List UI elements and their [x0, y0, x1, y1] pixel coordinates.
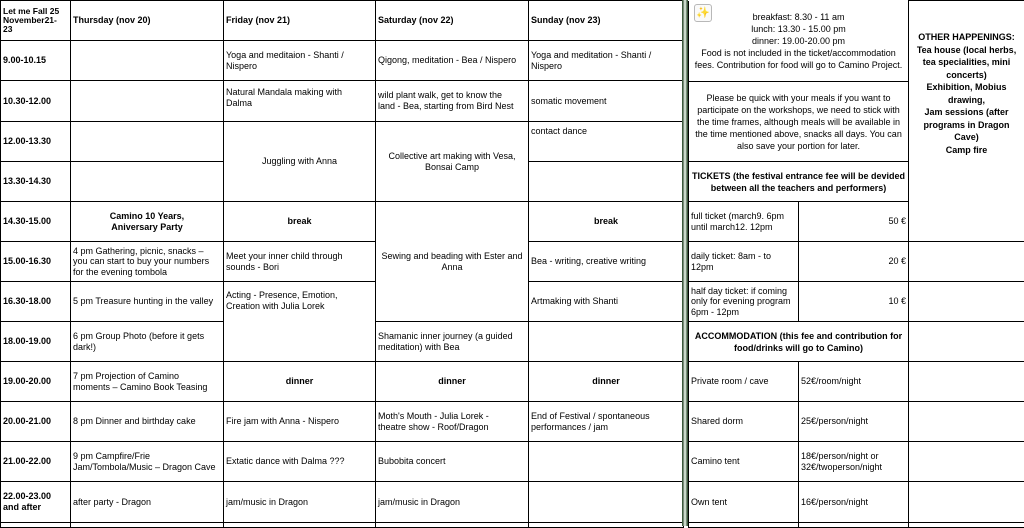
info-table	[688, 0, 1024, 528]
sparkle-icon[interactable]: ✨	[694, 4, 712, 22]
cell-saturday[interactable]: Sewing and beading with Ester and Anna	[376, 202, 529, 322]
meals-info[interactable]: breakfast: 8.30 - 11 am lunch: 13.30 - 15.00 pm dinner: 19.00-20.00 pm Food is not included in the ticket/accommodation fees. Contribution for food will go to Camino Project.	[689, 1, 909, 82]
table-row	[1, 442, 684, 482]
time-cell[interactable]: 10.30-12.00	[1, 81, 71, 122]
cell-sunday[interactable]	[529, 482, 684, 523]
table-row	[1, 81, 684, 122]
ticket-label[interactable]: half day ticket: if coming only for evening program 6pm - 12pm	[689, 282, 799, 322]
cell-saturday[interactable]: Bubobita concert	[376, 442, 529, 482]
cell-friday[interactable]	[224, 523, 376, 528]
table-row	[689, 322, 1024, 362]
cell-saturday[interactable]: Qigong, meditation - Bea / Nispero	[376, 41, 529, 81]
other-happenings[interactable]	[909, 1, 1024, 242]
cell-sunday[interactable]: dinner	[529, 362, 684, 402]
day-header-saturday[interactable]: Saturday (nov 22)	[376, 1, 529, 41]
cell-thursday[interactable]: 7 pm Projection of Camino moments – Camino Book Teasing	[71, 362, 224, 402]
empty-cell[interactable]	[909, 362, 1024, 402]
empty-cell[interactable]	[909, 282, 1024, 322]
cell-friday[interactable]: jam/music in Dragon	[224, 482, 376, 523]
cell-sunday[interactable]	[529, 322, 684, 362]
cell-thursday[interactable]	[71, 523, 224, 528]
time-cell[interactable]: 22.00-23.00 and after	[1, 482, 71, 523]
cell-sunday[interactable]: Bea - writing, creative writing	[529, 242, 684, 282]
cell-sunday[interactable]	[529, 523, 684, 528]
cell-saturday[interactable]: jam/music in Dragon	[376, 482, 529, 523]
cell-thursday[interactable]: 9 pm Campfire/Frie Jam/Tombola/Music – Dragon Cave	[71, 442, 224, 482]
empty-cell[interactable]	[689, 523, 799, 528]
day-header-sunday[interactable]: Sunday (nov 23)	[529, 1, 684, 41]
cell-friday[interactable]: Yoga and meditaion - Shanti / Nispero	[224, 41, 376, 81]
ticket-label[interactable]: daily ticket: 8am - to 12pm	[689, 242, 799, 282]
other-happenings-title: OTHER HAPPENINGS:	[911, 31, 1022, 44]
cell-thursday[interactable]	[71, 162, 224, 202]
cell-sunday[interactable]: break	[529, 202, 684, 242]
cell-friday[interactable]: Meet your inner child through sounds - Bori	[224, 242, 376, 282]
cell-saturday[interactable]	[376, 523, 529, 528]
time-cell[interactable]: 13.30-14.30	[1, 162, 71, 202]
cell-friday[interactable]: Juggling with Anna	[224, 122, 376, 202]
cell-thursday[interactable]: Camino 10 Years, Aniversary Party	[71, 202, 224, 242]
empty-cell[interactable]	[909, 322, 1024, 362]
empty-cell[interactable]	[909, 242, 1024, 282]
header-row	[1, 1, 684, 41]
table-row	[1, 242, 684, 282]
meals-note[interactable]: Please be quick with your meals if you want to participate on the workshops, we need to stick with the time frames, although meals will be available in the time mentioned above, snacks all days. You can also save your portion for later.	[689, 82, 909, 162]
accommodation-price[interactable]: 18€/person/night or 32€/twoperson/night	[799, 442, 909, 482]
cell-sunday[interactable]: somatic movement	[529, 81, 684, 122]
time-cell[interactable]: 18.00-19.00	[1, 322, 71, 362]
cell-thursday[interactable]	[71, 81, 224, 122]
table-row	[1, 122, 684, 162]
tickets-header[interactable]: TICKETS (the festival entrance fee will be devided between all the teachers and performers)	[689, 162, 909, 202]
cell-friday[interactable]: Natural Mandala making with Dalma	[224, 81, 376, 122]
corner-title[interactable]: Let me Fall 25 November21- 23	[1, 1, 71, 41]
time-cell[interactable]: 19.00-20.00	[1, 362, 71, 402]
table-row	[689, 442, 1024, 482]
accommodation-label[interactable]: Private room / cave	[689, 362, 799, 402]
cell-sunday[interactable]: End of Festival / spontaneous performances / jam	[529, 402, 684, 442]
cell-sunday[interactable]	[529, 442, 684, 482]
ticket-price[interactable]: 50 €	[799, 202, 909, 242]
empty-cell[interactable]	[909, 402, 1024, 442]
cell-friday[interactable]: Fire jam with Anna - Nispero	[224, 402, 376, 442]
cell-thursday[interactable]: 8 pm Dinner and birthday cake	[71, 402, 224, 442]
table-row	[1, 402, 684, 442]
cell-friday[interactable]: dinner	[224, 362, 376, 402]
time-cell[interactable]	[1, 523, 71, 528]
other-happenings-text: Tea house (local herbs, tea specialities, mini concerts) Exhibition, Mobius drawing, Jam sessions (after programs in Dragon Cave) Camp fire	[911, 44, 1022, 157]
time-cell[interactable]: 15.00-16.30	[1, 242, 71, 282]
table-row	[1, 202, 684, 242]
accommodation-header[interactable]: ACCOMMODATION (this fee and contribution for food/drinks will go to Camino)	[689, 322, 909, 362]
cell-thursday[interactable]	[71, 122, 224, 162]
time-cell[interactable]: 20.00-21.00	[1, 402, 71, 442]
cell-friday[interactable]: break	[224, 202, 376, 242]
accommodation-label[interactable]: Own tent	[689, 482, 799, 523]
time-cell[interactable]: 12.00-13.30	[1, 122, 71, 162]
empty-cell[interactable]	[909, 482, 1024, 523]
cell-sunday[interactable]: Yoga and meditation - Shanti / Nispero	[529, 41, 684, 81]
cell-friday[interactable]: Extatic dance with Dalma ???	[224, 442, 376, 482]
accommodation-label[interactable]: Camino tent	[689, 442, 799, 482]
cell-thursday[interactable]: 5 pm Treasure hunting in the valley	[71, 282, 224, 322]
cell-thursday[interactable]: after party - Dragon	[71, 482, 224, 523]
cell-saturday[interactable]: dinner	[376, 362, 529, 402]
table-row	[689, 282, 1024, 322]
ticket-price[interactable]: 10 €	[799, 282, 909, 322]
cell-sunday[interactable]: Artmaking with Shanti	[529, 282, 684, 322]
cell-sunday[interactable]: contact dance	[529, 122, 684, 162]
table-row	[689, 402, 1024, 442]
table-row	[689, 242, 1024, 282]
cell-thursday[interactable]: 4 pm Gathering, picnic, snacks – you can start to buy your numbers for the evening tombola	[71, 242, 224, 282]
accommodation-label[interactable]: Shared dorm	[689, 402, 799, 442]
ticket-price[interactable]: 20 €	[799, 242, 909, 282]
table-row	[689, 362, 1024, 402]
table-row	[1, 282, 684, 322]
cell-saturday[interactable]: wild plant walk, get to know the land - Bea, starting from Bird Nest	[376, 81, 529, 122]
table-row	[1, 482, 684, 523]
time-cell[interactable]: 21.00-22.00	[1, 442, 71, 482]
cell-saturday[interactable]: Moth's Mouth - Julia Lorek - theatre show - Roof/Dragon	[376, 402, 529, 442]
table-row	[689, 523, 1024, 528]
time-cell[interactable]: 14.30-15.00	[1, 202, 71, 242]
cell-saturday[interactable]: Collective art making with Vesa, Bonsai Camp	[376, 122, 529, 202]
cell-thursday[interactable]: 6 pm Group Photo (before it gets dark!)	[71, 322, 224, 362]
accommodation-price[interactable]: 52€/room/night	[799, 362, 909, 402]
accommodation-price[interactable]: 25€/person/night	[799, 402, 909, 442]
cell-thursday[interactable]	[71, 41, 224, 81]
table-row	[689, 482, 1024, 523]
empty-cell[interactable]	[909, 523, 1024, 528]
cell-sunday[interactable]	[529, 162, 684, 202]
ticket-label[interactable]: full ticket (march9. 6pm until march12. 12pm	[689, 202, 799, 242]
time-cell[interactable]: 9.00-10.15	[1, 41, 71, 81]
cell-friday[interactable]: Acting - Presence, Emotion, Creation with Julia Lorek	[224, 282, 376, 362]
table-row	[1, 41, 684, 81]
day-header-thursday[interactable]: Thursday (nov 20)	[71, 1, 224, 41]
empty-cell[interactable]	[799, 523, 909, 528]
table-row	[689, 1, 1024, 82]
table-row	[1, 362, 684, 402]
day-header-friday[interactable]: Friday (nov 21)	[224, 1, 376, 41]
accommodation-price[interactable]: 16€/person/night	[799, 482, 909, 523]
cell-saturday[interactable]: Shamanic inner journey (a guided meditation) with Bea	[376, 322, 529, 362]
time-cell[interactable]: 16.30-18.00	[1, 282, 71, 322]
empty-cell[interactable]	[909, 442, 1024, 482]
table-row	[1, 523, 684, 528]
